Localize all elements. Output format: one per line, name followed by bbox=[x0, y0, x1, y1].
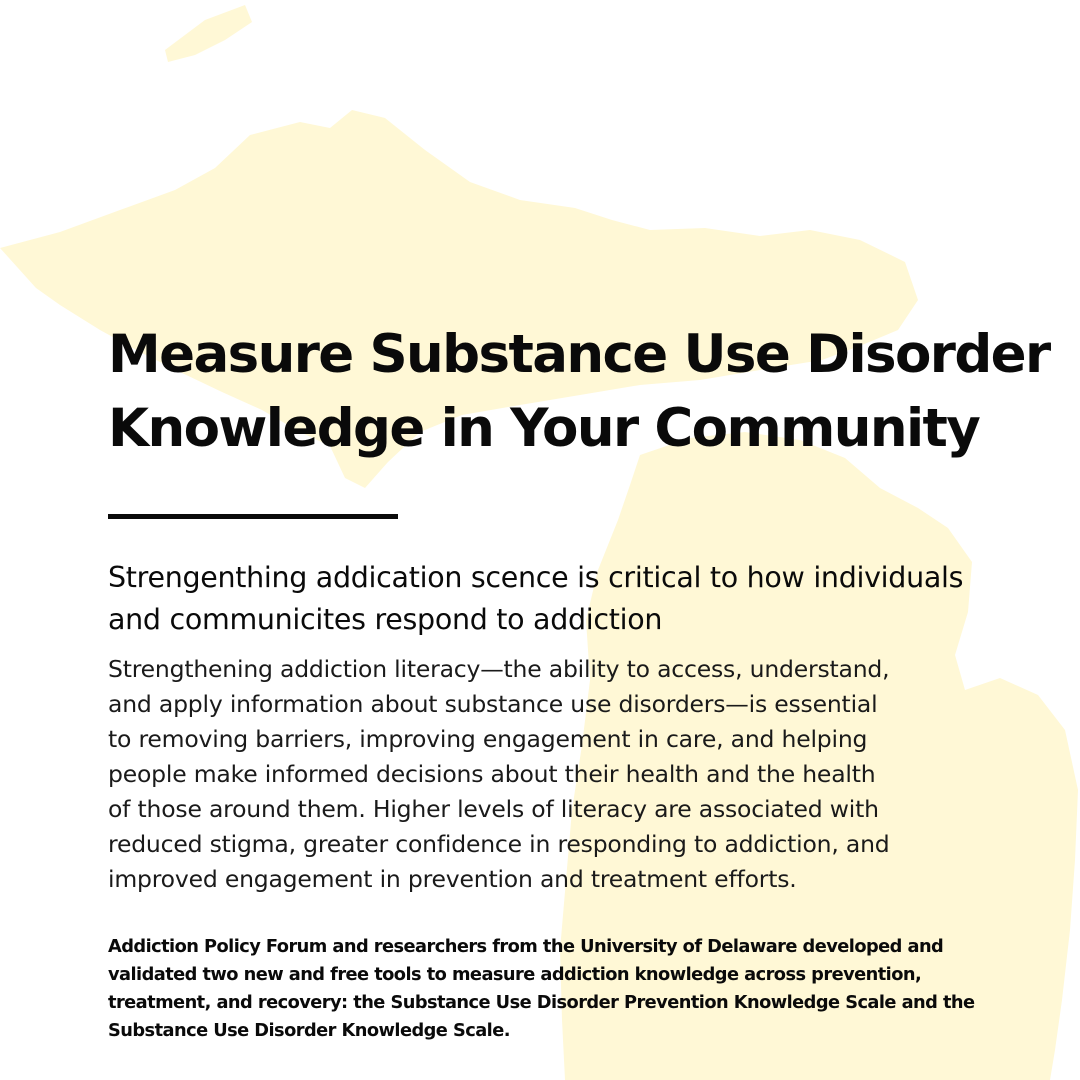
isle-royale-shape bbox=[165, 5, 252, 62]
title-divider bbox=[108, 514, 398, 519]
body-line: improved engagement in prevention and treatment efforts. bbox=[108, 865, 797, 893]
body-line: to removing barriers, improving engagement in care, and helping bbox=[108, 725, 868, 753]
subheading bbox=[108, 557, 1068, 641]
footer-line: Substance Use Disorder Knowledge Scale. bbox=[108, 1020, 510, 1041]
subheading-line-2: and communicites respond to addiction bbox=[108, 603, 663, 636]
page-title-line-1: Measure Substance Use Disorder bbox=[108, 324, 1050, 385]
body-line: and apply information about substance use disorders—is essential bbox=[108, 690, 878, 718]
subheading-line-1: Strengenthing addication scence is critical to how individuals bbox=[108, 561, 964, 594]
body-line: of those around them. Higher levels of literacy are associated with bbox=[108, 795, 879, 823]
footer-paragraph bbox=[108, 933, 1068, 1045]
body-line: people make informed decisions about their health and the health bbox=[108, 760, 876, 788]
body-paragraph bbox=[108, 652, 988, 897]
body-line: reduced stigma, greater confidence in responding to addiction, and bbox=[108, 830, 890, 858]
page-title bbox=[108, 318, 1068, 466]
footer-line: validated two new and free tools to measure addiction knowledge across prevention, bbox=[108, 964, 922, 985]
footer-line: treatment, and recovery: the Substance Use Disorder Prevention Knowledge Scale and the bbox=[108, 992, 975, 1013]
footer-line: Addiction Policy Forum and researchers from the University of Delaware developed and bbox=[108, 936, 944, 957]
page-title-line-2: Knowledge in Your Community bbox=[108, 398, 980, 459]
body-line: Strengthening addiction literacy—the ability to access, understand, bbox=[108, 655, 890, 683]
